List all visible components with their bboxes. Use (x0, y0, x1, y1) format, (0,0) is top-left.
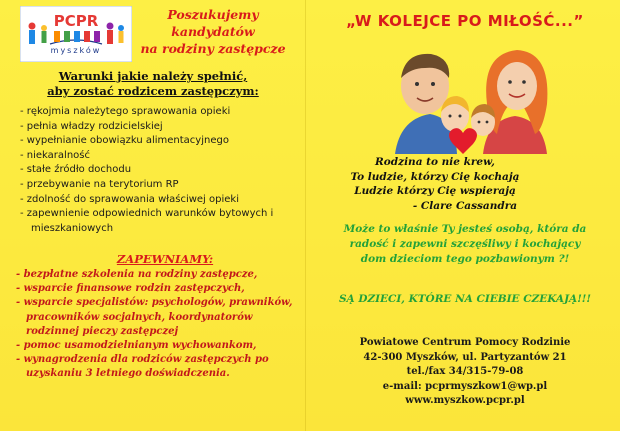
requirement-item: - zapewnienie odpowiednich warunków bytowych i mieszkaniowych (20, 208, 274, 234)
quote-line: Rodzina to nie krew, (375, 156, 495, 168)
requirement-item: - rękojmia należytego sprawowania opieki (20, 106, 231, 117)
contact-website: www.myszkow.pcpr.pl (405, 395, 525, 407)
offer-item: - bezpłatne szkolenia na rodziny zastępcze, (16, 269, 258, 280)
quote-author: - Clare Cassandra (412, 199, 518, 212)
requirement-item: - przebywanie na terytorium RP (20, 178, 179, 190)
requirements-title (28, 69, 278, 99)
quote-line: Ludzie którzy Cię wspierają (354, 185, 516, 197)
fold-divider (305, 0, 306, 431)
offers-list (16, 268, 304, 382)
contact-email: e-mail: pcprmyszkow1@wp.pl (382, 380, 548, 392)
recruitment-headline (138, 6, 288, 57)
appeal-line: dom dzieciom tego pozbawionym ?! (360, 253, 570, 265)
contact-organization: Powiatowe Centrum Pomocy Rodzinie (359, 337, 571, 348)
requirement-item: - stałe źródło dochodu (20, 164, 132, 176)
offer-item: - wsparcie specjalistów: psychologów, prawników, pracowników socjalnych, koordynatorów rodzinnej pieczy zastępczej (16, 297, 293, 337)
appeal-line: Może to właśnie Ty jesteś osobą, która da (343, 223, 587, 235)
requirements-list (20, 105, 302, 236)
contact-address: 42-300 Myszków, ul. Partyzantów 21 (363, 351, 567, 363)
headline-line: kandydatów (171, 24, 255, 39)
family-quote (330, 155, 540, 213)
requirements-title-line: aby zostać rodzicem zastępczym: (47, 84, 259, 98)
requirement-item: - wypełnianie obowiązku alimentacyjnego (20, 135, 229, 147)
campaign-title: „W KOLEJCE PO MIŁOŚĆ...” (346, 12, 584, 30)
requirement-item: - zdolność do sprawowania właściwej opieki (20, 193, 239, 205)
requirements-title-line: Warunki jakie należy spełnić, (58, 69, 248, 83)
logo-subtitle: myszków (50, 46, 102, 55)
contact-phone: tel./fax 34/315-79-08 (406, 366, 524, 378)
contact-block (330, 336, 600, 409)
appeal-line: radość i zapewni szczęśliwy i kochający (349, 238, 581, 250)
requirement-item: - niekaralność (20, 149, 90, 161)
svg-text:PCPR: PCPR (53, 12, 99, 30)
offers-title: ZAPEWNIAMY: (116, 252, 214, 266)
headline-line: na rodziny zastępcze (140, 41, 286, 56)
requirement-item: - pełnia władzy rodzicielskiej (20, 120, 163, 132)
offer-item: - pomoc usamodzielnianym wychowankom, (16, 340, 257, 352)
offer-item: - wsparcie finansowe rodzin zastępczych, (16, 283, 245, 295)
headline-line: Poszukujemy (167, 7, 259, 22)
quote-line: To ludzie, którzy Cię kochają (350, 170, 520, 183)
children-waiting-line: SĄ DZIECI, KTÓRE NA CIEBIE CZEKAJĄ!!! (338, 293, 592, 305)
offer-item: - wynagrodzenia dla rodziców zastępczych po uzyskaniu 3 letniego doświadczenia. (16, 354, 269, 380)
family-illustration (375, 34, 560, 154)
appeal-text (320, 222, 610, 267)
